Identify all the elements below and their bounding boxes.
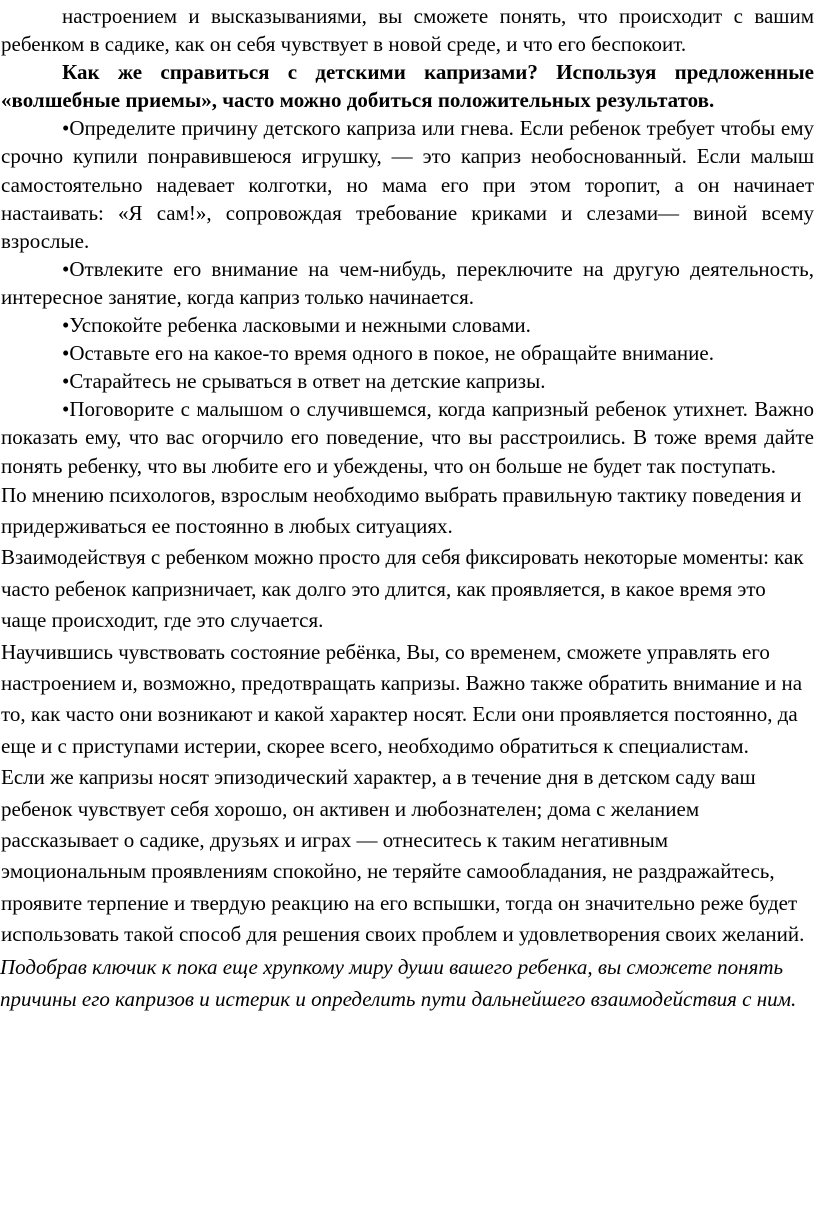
tip-item: •Отвлеките его внимание на чем-нибудь, переключите на другую деятельность, интересное занятие, когда каприз только начинается. [1,256,814,309]
body-paragraph: По мнению психологов, взрослым необходимо выбрать правильную тактику поведения и придерживаться ее постоянно в любых ситуациях. [1,482,802,538]
closing-section [0,951,816,1016]
tip-item: •Поговорите с малышом о случившемся, когда капризный ребенок утихнет. Важно показать ему, что вас огорчило его поведение, что вы расстроились. В тоже время дайте понять ребенку, что вы любите его и убеждены, что он больше не будет так поступать. [1,397,814,478]
tip-item: •Старайтесь не срываться в ответ на детские капризы. [62,369,546,394]
closing-paragraph: Подобрав ключик к пока еще хрупкому миру души вашего ребенка, вы сможете понять причины его капризов и истерик и определить пути дальнейшего взаимодействия с ним. [0,954,797,1012]
tip-item: •Определите причину детского каприза или гнева. Если ребенок требует чтобы ему срочно купили понравившеюся игрушку, — это каприз необоснованный. Если малыш самостоятельно надевает колготки, но мама его при этом торопит, а он начинает настаивать: «Я сам!», сопровождая требование криками и слезами— виной всему взрослые. [1,116,814,253]
justified-section [0,2,816,480]
body-paragraph: Если же капризы носят эпизодический характер, а в течение дня в детском саду ваш ребенок чувствует себя хорошо, он активен и любознателен; дома с желанием рассказывает о садике, друзьях и играх — отнеситесь к таким негативным эмоциональным проявлениям спокойно, не теряйте самообладания, не раздражайтесь, проявите терпение и твердую реакцию на его вспышки, тогда он значительно реже будет использовать такой способ для решения своих проблем и удовлетворения своих желаний. [1,765,805,947]
body-paragraph: Научившись чувствовать состояние ребёнка, Вы, со временем, сможете управлять его настроением и, возможно, предотвращать капризы. Важно также обратить внимание и на то, как часто они возникают и какой характер носят. Если они проявляется постоянно, да еще и с приступами истерии, скорее всего, необходимо обратиться к специалистам. [1,639,803,758]
section-heading: Как же справиться с детскими капризами? Используя предложенные «волшебные приемы», часто можно добиться положительных результатов. [1,60,814,113]
body-section [0,480,816,951]
intro-continuation: настроением и высказываниями, вы сможете понять, что происходит с вашим ребенком в садике, как он себя чувствует в новой среде, и что его беспокоит. [1,4,814,57]
body-paragraph: Взаимодействуя с ребенком можно просто для себя фиксировать некоторые моменты: как часто ребенок капризничает, как долго это длится, как проявляется, в какое время это чаще происходит, где это случается. [1,545,804,633]
tip-item: •Оставьте его на какое-то время одного в покое, не обращайте внимание. [62,341,714,366]
tip-item: •Успокойте ребенка ласковыми и нежными словами. [62,313,531,338]
